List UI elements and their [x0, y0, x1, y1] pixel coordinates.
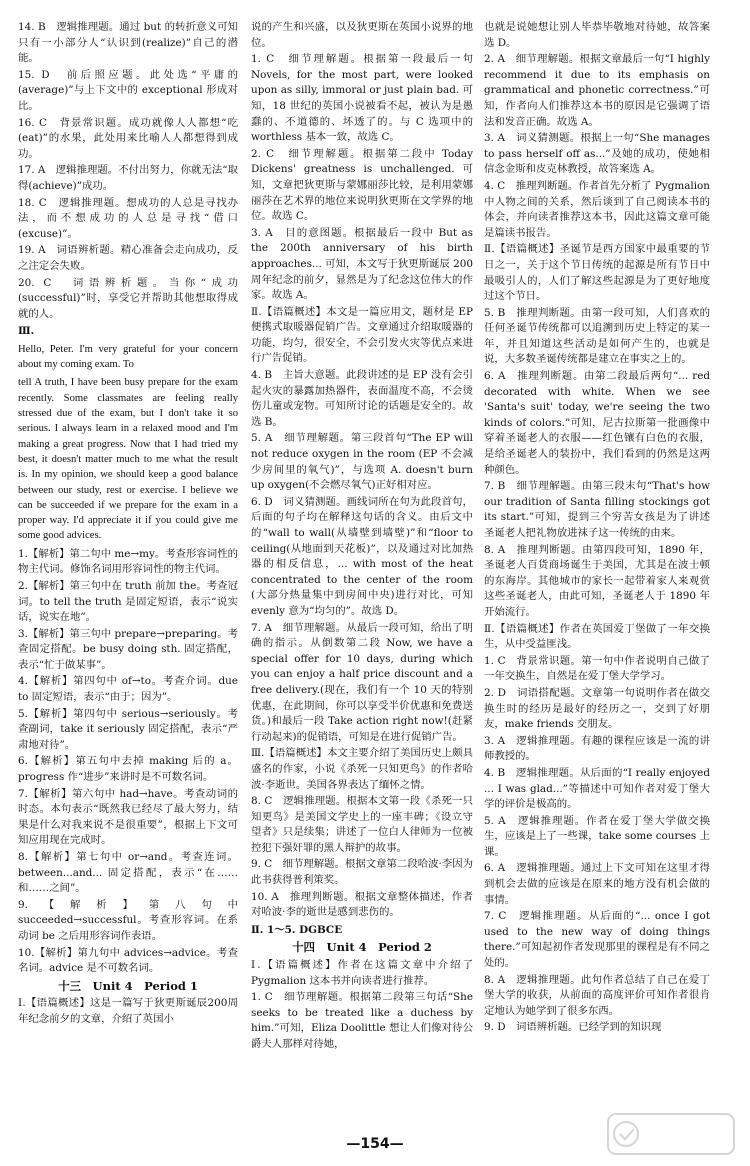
answer-item: 15. D 前后照应题。此处选“平庸的(average)”与上下文中的 exceptional 形成对比。 — [18, 68, 238, 112]
correction-note: 1.【解析】第二句中 me→my。考查形容词性的物主代词。修饰名词用形容词性的物主代词。 — [18, 547, 238, 576]
answer-item: 17. A 逻辑推理题。不付出努力，你就无法“取得(achieve)”成功。 — [18, 164, 238, 192]
answer-item: 2. D 词语搭配题。文章第一句说明作者在做交换生时的经历是最好的经历之一，交到了好朋友，make friends 交朋友。 — [484, 686, 710, 731]
correction-note: 10.【解析】第九句中 advices→advice。考查名词。advice 是不可数名词。 — [18, 946, 238, 975]
passage-summary: Ⅱ.【语篇概述】作者在英国爱丁堡做了一年交换生，从中受益匪浅。 — [484, 622, 710, 651]
answer-item: 6. A 推理判断题。由第二段最后两句“... red decorated with white. When we see 'Santa's suit' today, we're seeing the two kinds of colors.”可知，尼古拉斯第一批画像中穿着圣诞老人的衣服——红色镶有白色的衣服，是给圣诞老人的装扮中，我们看到的仍然是这两种颜色。 — [484, 370, 710, 476]
column-left — [18, 20, 238, 1130]
answer-item: 说的产生和兴盛，以及狄更斯在英国小说界的地位。 — [251, 21, 473, 49]
correction-letter: tell A truth, I have been busy prepare for the exam recently. Some classmates are feeling really stressed due of the exam, but I don't take it so serious. I always learn in a relaxed mood and I'm making a great progress. Now that I had tried my best, it doesn't matter much to me what the result is. In my opinion, we should keep a good balance between our study, rest or exercise. I believe we can be succeeded if we prepare for the exam in a proper way. I'd appreciate it if you could give me some good advices. — [18, 377, 238, 542]
answer-item: 20. C 词语辨析题。当你“成功(successful)”时，享受它并帮助其他想取得成就的人。 — [18, 276, 238, 320]
correction-note: 7.【解析】第六句中 had→have。考查动词的时态。本句表示“既然我已经尽了最大努力，结果是什么对我来说不是很重要”，根据上下文可知应用现在完成时。 — [18, 787, 238, 847]
answer-item: 7. A 细节理解题。从最后一段可知，给出了明确的指示。从倒数第二段 Now, we have a special offer for 10 days, during which you can enjoy a half price discount and a free delivery.(现在，我们有一个 10 天的特别优惠，在此期间，你可以享受半价优惠和免费送货。)和最后一段 Take action right now!(赶紧行动起来)的促销语，可知是在进行促销广告。 — [251, 621, 473, 743]
passage-summary: Ⅰ.【语篇概述】作者在这篇文章中介绍了 Pygmalion 这本书并向读者进行推荐。 — [251, 959, 473, 987]
correction-note: 2.【解析】第三句中在 truth 前加 the。考查冠词。to tell the truth 是固定短语，表示“说实话，说实在地”。 — [18, 579, 238, 624]
answer-item: 19. A 词语辨析题。精心准备会走向成功，反之注定会失败。 — [18, 244, 238, 272]
column-middle — [251, 20, 473, 1130]
answer-item: 18. C 逻辑推理题。想成功的人总是寻找办法，而不想成功的人总是寻找“借口(excuse)”。 — [18, 196, 238, 240]
passage-summary: Ⅰ.【语篇概述】这是一篇写于狄更斯诞辰200周年纪念前夕的文章，介绍了英国小 — [18, 997, 238, 1025]
answer-item: 8. A 逻辑推理题。此句作者总结了自己在爱丁堡大学的收获，从前面的高度评价可知作者很肯定地认为她学到了很多东西。 — [484, 973, 710, 1017]
page-number: —154— — [346, 1136, 404, 1152]
answer-item: 10. A 推理判断题。根据文章整体描述，作者对哈波·李的逝世是感到悲伤的。 — [251, 890, 473, 919]
section-label: Ⅲ. — [18, 325, 35, 338]
answer-item: 也就是说她想让别人毕恭毕敬地对待她，故答案选 D。 — [484, 21, 710, 49]
answer-item: 7. C 逻辑推理题。从后面的“... once I got used to the new way of doing things there.”可知起初作者发现那里的课程是有不同之处的。 — [484, 910, 710, 970]
correction-note: 5.【解析】第四句中 serious→seriously。考查副词，take it seriously 固定搭配，表示“严肃地对待”。 — [18, 707, 238, 751]
answer-item: 2. A 细节理解题。根据文章最后一句“I highly recommend it due to its emphasis on grammatical and phonetic correctness.”可知，作者向人们推荐这本书的原因是它强调了语法和发音正确。故选 A。 — [484, 53, 710, 128]
answer-item: 8. C 逻辑推理题。根据本文第一段《杀死一只知更鸟》是美国文学史上的一座丰碑；《设立守望者》只是续集；讲述了一位白人律师为一位被控犯下强奸罪的黑人辩护的故事。 — [251, 795, 473, 854]
answer-item: 1. C 细节理解题。根据第一段最后一句 Novels, for the most part, were looked upon as silly, immoral or just plain bad. 可知，18 世纪的英国小说被看不起，被认为是愚蠢的、不道德的、坏透了的。与 C 选项中的 worthless 基本一致，故选 C。 — [251, 53, 473, 144]
passage-summary: Ⅱ.【语篇概述】本文是一篇应用文，题材是 EP 便携式取暖器促销广告。文章通过介绍取暖器的功能，均匀，很安全，不会引发火灾等优点来进行广告促销。 — [251, 305, 473, 365]
passage-summary: Ⅲ.【语篇概述】本文主要介绍了美国历史上颇具盛名的作家，小说《杀死一只知更鸟》的作者哈波·李逝世。美国各界表达了缅怀之情。 — [251, 747, 473, 791]
watermark-logo — [606, 1110, 736, 1158]
answer-item: 3. A 词义猜测题。根据上一句“She manages to pass herself off as...”及她的成功，使她相信念金斯和皮克林教授，故答案选 A。 — [484, 132, 710, 176]
passage-summary: Ⅱ.【语篇概述】圣诞节是西方国家中最重要的节日之一，关于这个节日传统的起源是所有节日中最吸引人的，人们了解这些起源是为了更好地度过这个节日。 — [484, 243, 710, 303]
correction-note: 3.【解析】第三句中 prepare→preparing。考查固定搭配。be busy doing sth. 固定搭配，表示“忙于做某事”。 — [18, 627, 238, 671]
answer-item: 16. C 背景常识题。成功就像人人都想“吃(eat)”的水果，此处用来比喻人人都想得到成功。 — [18, 116, 238, 160]
answer-item: 4. C 推理判断题。作者首先分析了 Pygmalion 中人物之间的关系，然后谈到了自己阅读本书的体会，并向读者推荐这本书，因此这篇文章可能是篇读书报告。 — [484, 179, 710, 239]
column-right — [484, 20, 710, 1130]
answer-item: 2. C 细节理解题。根据第二段中 Today Dickens' greatness is unchallenged. 可知，文章把狄更斯与蒙娜丽莎比较，是利用蒙娜丽莎在艺术界的地位来说明狄更斯在文学界的地位。故选 C。 — [251, 147, 473, 223]
correction-note: 9.【解析】第八句中 succeeded→successful。考查形容词。在系动词 be 之后用形容词作表语。 — [18, 898, 238, 942]
answer-item: 5. B 推理判断题。由第一段可知，人们喜欢的任何圣诞节传统都可以追溯到历史上特定的某一年，并且知道这些活动是如何产生的，也就是说，大多数圣诞传统都是建立在事实之上的。 — [484, 306, 710, 366]
section-heading: 十四 Unit 4 Period 2 — [292, 940, 432, 955]
correction-letter-line: Hello, Peter. I'm very grateful for your concern about my coming exam. To — [18, 343, 238, 371]
answer-item: 6. A 逻辑推理题。通过上下文可知在这里才得到机会去做的应该是在原来的地方没有机会做的事情。 — [484, 862, 710, 906]
correction-note: 6.【解析】第五句中去掉 making 后的 a。progress 作“进步”来讲时是不可数名词。 — [18, 755, 238, 784]
answer-item: 1. C 背景常识题。第一句中作者说明自己做了一年交换生，自然是在爱丁堡大学学习。 — [484, 654, 710, 683]
answer-item: 3. A 逻辑推理题。有趣的课程应该是一流的讲师教授的。 — [484, 734, 710, 763]
correction-note: 8.【解析】第七句中 or→and。考查连词。between...and... 固定搭配，表示“在……和……之间”。 — [18, 851, 238, 895]
answer-item: 3. A 目的意图题。根据最后一段中 But as the 200th anniversary of his birth approaches... 可知，本文写于狄更斯诞辰 200 周年纪念的前夕，显然是为了纪念这位伟大的作家。故选 A。 — [251, 226, 473, 302]
correction-note: 4.【解析】第四句中 of→to。考查介词。due to 固定短语，表示“由于；因为”。 — [18, 675, 238, 704]
answer-item: 8. A 推理判断题。由第四段可知，1890 年，圣诞老人百货商场诞生于美国，尤其是在波士顿的东海岸。其他城市的家长一起带着家人来观赏这些圣诞老人，由此可知，圣诞老人于 1890 年开始流行。 — [484, 543, 710, 618]
answer-item: 9. C 细节理解题。根据文章第二段哈波·李因为此书获得普利策奖。 — [251, 858, 473, 887]
answer-item: 7. B 细节理解题。由第三段末句“That's how our tradition of Santa filling stockings got its start.”可知，提到三个穷苦女孩是为了讲述圣诞老人把礼物放进袜子这一传统的由来。 — [484, 480, 710, 539]
answer-item: 14. B 逻辑推理题。通过 but 的转折意义可知只有一小部分人“认识到(realize)”自己的潜能。 — [18, 21, 238, 65]
section-answers: Ⅱ. 1～5. DGBCE — [251, 923, 343, 936]
answer-item: 5. A 细节理解题。第三段首句“The EP will not reduce oxygen in the room (EP 不会减少房间里的氧气)”，与选项 A. doesn't burn up oxygen(不会燃尽氧气)正好相对应。 — [251, 432, 473, 492]
answer-item: 6. D 词义猜测题。画线词所在句为此段首句，后面的句子均在解释这句话的含义。由后文中的“wall to wall(从墙壁到墙壁)”和“floor to ceiling(从地面到天花板)”，以及通过对比加热器的相反信息，... with most of the heat concentrated to the center of the room (大部分热量集中到房间中央)进行对比，可知 evenly 意为“均匀的”。故选 D。 — [251, 495, 473, 617]
answer-item: 5. A 逻辑推理题。作者在爱丁堡大学做交换生，应该是上了一些课，take some courses 上课。 — [484, 814, 710, 858]
answer-item: 1. C 细节理解题。根据第二段第三句话“She seeks to be treated like a duchess by him.”可知，Eliza Doolittle 想让人们像对待公爵夫人那样对待她， — [251, 991, 473, 1050]
answer-item: 4. B 逻辑推理题。从后面的“I really enjoyed ... I was glad...”等描述中可知作者对爱丁堡大学的评价是极高的。 — [484, 766, 710, 811]
answer-item: 9. D 词语辨析题。已经学到的知识现 — [484, 1021, 662, 1034]
answer-item: 4. B 主旨大意题。此段讲述的是 EP 没有会引起火灾的暴露加热器件，表面温度不高，不会烫伤儿童或宠物。可知所讨论的话题是安全的。故选 B。 — [251, 369, 473, 428]
section-heading: 十三 Unit 4 Period 1 — [58, 978, 198, 993]
